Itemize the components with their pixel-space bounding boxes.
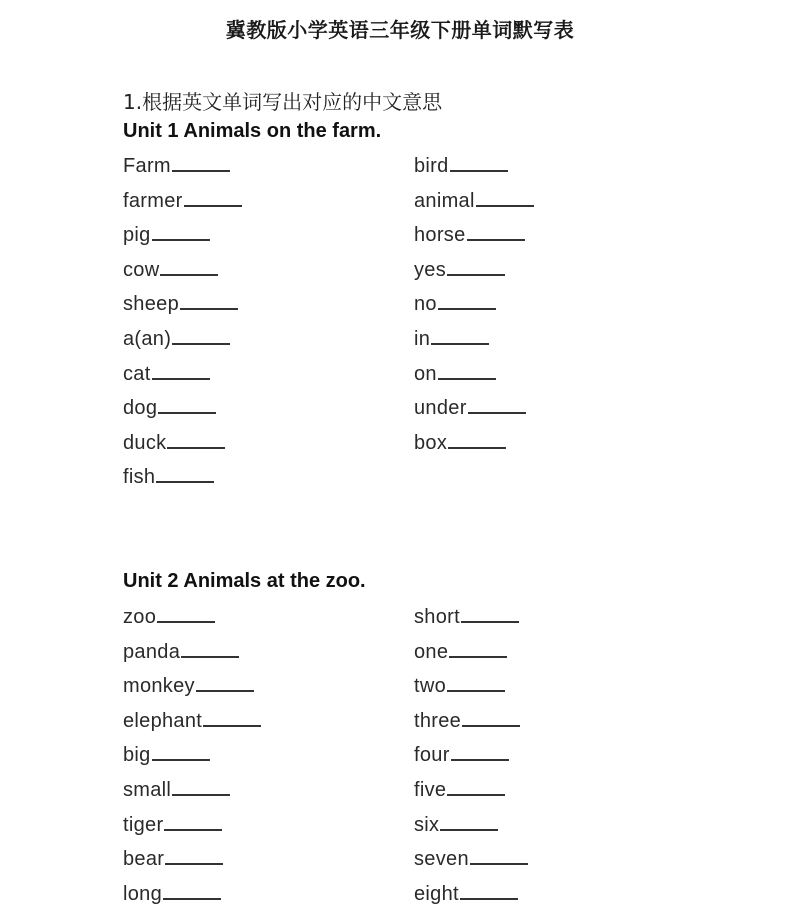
answer-blank[interactable] [156,465,214,483]
page-title: 冀教版小学英语三年级下册单词默写表 [225,18,575,42]
unit-2-heading: Unit 2 Animals at the zoo. [123,570,366,592]
answer-blank[interactable] [447,674,505,692]
word-entry [414,327,489,351]
word-row [123,605,683,640]
word-text: one [414,640,449,663]
answer-blank[interactable] [431,327,489,345]
word-row [123,396,683,431]
word-entry [123,847,223,871]
answer-blank[interactable] [461,605,519,623]
word-row [123,674,683,709]
word-row [123,847,683,882]
word-entry [414,362,496,386]
answer-blank[interactable] [467,223,525,241]
answer-blank[interactable] [152,223,210,241]
answer-blank[interactable] [449,640,507,658]
answer-blank[interactable] [438,292,496,310]
word-entry [123,709,261,733]
word-row [123,292,683,327]
word-entry [123,743,210,767]
answer-blank[interactable] [181,640,239,658]
unit-2-word-grid [123,605,683,916]
word-text: on [414,362,437,385]
word-entry [123,292,238,316]
word-text: a(an) [123,327,172,350]
word-row [123,362,683,397]
answer-blank[interactable] [165,847,223,865]
word-entry [414,847,528,871]
word-text: short [414,606,460,628]
answer-blank[interactable] [152,362,210,380]
answer-blank[interactable] [476,189,534,207]
word-text: three [414,709,462,732]
word-entry [414,778,505,802]
word-entry [414,223,525,247]
word-text: Farm [123,155,171,177]
word-row [123,258,683,293]
word-text: six [414,813,440,836]
word-text: small [123,778,172,801]
word-row [123,778,683,813]
answer-blank[interactable] [172,327,230,345]
word-text: duck [123,431,167,454]
unit-1-word-grid [123,154,683,500]
word-text: animal [414,189,475,212]
word-row [123,743,683,778]
word-entry [123,674,254,698]
word-entry [123,396,216,420]
word-entry [414,882,518,906]
word-entry [123,813,222,837]
word-entry [414,743,509,767]
word-text: horse [414,224,466,247]
word-text: in [414,327,431,350]
answer-blank[interactable] [470,847,528,865]
word-row [123,465,683,500]
word-entry [414,396,526,420]
word-entry [123,778,230,802]
word-entry [414,674,505,698]
word-entry [123,189,242,213]
word-text: cat [123,362,151,385]
word-text: elephant [123,709,203,732]
word-entry [414,189,534,213]
word-text: big [123,744,151,767]
word-text: dog [123,397,158,420]
word-entry [123,258,218,282]
word-entry [123,327,230,351]
word-entry [123,431,225,455]
word-entry [123,465,214,489]
word-text: zoo [123,606,157,628]
word-entry [123,154,230,178]
word-text: panda [123,640,181,663]
word-entry [414,292,496,316]
word-row [123,709,683,744]
word-text: two [414,675,447,698]
answer-blank[interactable] [172,154,230,172]
answer-blank[interactable] [468,396,526,414]
word-entry [123,223,210,247]
answer-blank[interactable] [447,778,505,796]
answer-blank[interactable] [462,709,520,727]
word-text: under [414,397,467,420]
word-entry [123,640,239,664]
word-entry [123,362,210,386]
answer-blank[interactable] [152,743,210,761]
word-text: yes [414,258,447,281]
word-text: long [123,882,163,905]
answer-blank[interactable] [438,362,496,380]
word-entry [414,431,506,455]
answer-blank[interactable] [203,709,261,727]
word-text: five [414,778,447,801]
answer-blank[interactable] [450,154,508,172]
word-entry [414,640,507,664]
answer-blank[interactable] [158,396,216,414]
word-text: seven [414,848,469,871]
answer-blank[interactable] [180,292,238,310]
answer-blank[interactable] [196,674,254,692]
word-text: bear [123,848,165,871]
unit-1-heading: Unit 1 Animals on the farm. [123,120,382,142]
word-text: bird [414,155,449,177]
answer-blank[interactable] [184,189,242,207]
word-text: fish [123,466,156,489]
word-row [123,882,683,917]
word-row [123,223,683,258]
word-text: box [414,431,448,454]
word-entry [414,709,520,733]
word-text: eight [414,882,459,905]
word-text: farmer [123,189,183,212]
answer-blank[interactable] [164,813,222,831]
instruction-text: 1.根据英文单词写出对应的中文意思 [123,90,443,114]
word-text: monkey [123,675,195,698]
word-entry [414,605,519,629]
answer-blank[interactable] [160,258,218,276]
answer-blank[interactable] [172,778,230,796]
answer-blank[interactable] [163,882,221,900]
answer-blank[interactable] [167,431,225,449]
answer-blank[interactable] [440,813,498,831]
word-row [123,189,683,224]
word-row [123,431,683,466]
word-entry [123,882,221,906]
word-row [123,640,683,675]
word-text: sheep [123,293,179,316]
word-text: pig [123,224,151,247]
word-entry [414,813,498,837]
word-entry [414,154,508,178]
word-text: no [414,293,437,316]
word-text: cow [123,258,160,281]
word-text: tiger [123,813,164,836]
word-row [123,813,683,848]
answer-blank[interactable] [157,605,215,623]
word-entry [414,258,505,282]
answer-blank[interactable] [460,882,518,900]
answer-blank[interactable] [451,743,509,761]
answer-blank[interactable] [448,431,506,449]
word-row [123,327,683,362]
word-entry [123,605,215,629]
word-row [123,154,683,189]
answer-blank[interactable] [447,258,505,276]
word-text: four [414,744,450,767]
